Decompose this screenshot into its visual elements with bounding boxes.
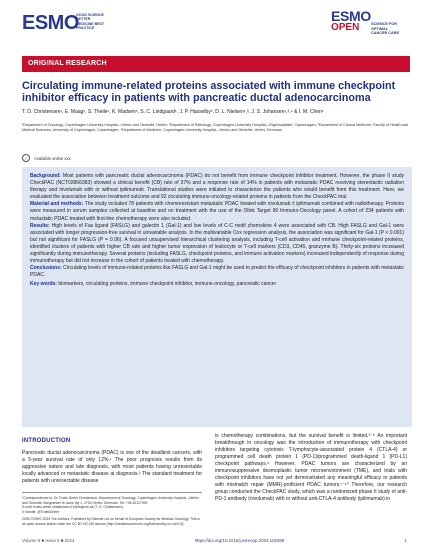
esmo-tagline: GOOD SCIENCE BETTER MEDICINE BEST PRACTICE [76, 13, 105, 31]
abstract-results: Results: High levels of Fas ligand (FASLG) and galectin 1 (Gal-1) and low levels of C-C motif chemokine 4 were associated with CB. High FASLG and Gal-1 were associated with longer progression-free survival in univariable analysis. In the multivariable Cox regression analysis, the association was significant for Gal-1 (P < 0.001) but not significant for FASLG (P = 0.06). A focused unsupervised hierarchical clustering analysis, including T-cell activation and immune checkpoint-related proteins, identified clusters of patients with higher CB rate and higher tumor expression of leukocyte or T-cell markers (CD3, CD45, granzyme B). Thirty-six proteins increased significantly during immunotherapy. Several proteins (including FASLG, checkpoint proteins, and immune activation markers) increased independently of response during immunotherapy but did not increase in the cohort of patients treated with chemotherapy. [30, 222, 404, 265]
footer-page-number: 1 [404, 538, 407, 543]
section-label: ORIGINAL RESEARCH [28, 60, 107, 67]
abstract-background: Background: Most patients with pancreatic ductal adenocarcinoma (PDAC) do not benefit from immune checkpoint inhibitor treatment. However, the phase II study CheckPAC (NCT02866383) showed a clinical benefit (CB) rate of 37% and a response rate of 14% in patients with metastatic PDAC receiving stereotactic radiation therapy and nivolumab with or without ipilimumab. Translational studies were initiated to characterize the patients who would benefit from this treatment. Here, we evaluated the association between treatment outcome and 92 circulating immuno-oncology-related proteins in patients from the CheckPAC trial. [30, 173, 405, 201]
journal-header [0, 0, 423, 52]
abstract-keywords: Key words: biomarkers, circulating proteins, immune checkpoint inhibitor, immune-oncology, pancreatic cancer [30, 281, 277, 288]
esmo-open-logo-bottom: OPEN [330, 22, 360, 33]
intro-left-column: Pancreatic ductal adenocarcinoma (PDAC) is one of the deadliest cancers, with a 5-year survival rate of only 12%.¹ The poor prognosis results from its aggressive nature and late diagnosis, with most patients having unresectable locally advanced or metastatic disease at diagnosis.² The standard treatment for patients with unresectable disease [22, 450, 202, 484]
esmo-open-logo[interactable] [331, 10, 371, 33]
page-footer [22, 538, 407, 548]
article-title: Circulating immune-related proteins associated with immune checkpoint inhibitor efficacy in patients with pancreatic ductal adenocarcinoma [22, 80, 396, 105]
footer-doi-link[interactable]: https://doi.org/10.1016/j.esmoop.2024.103489 [194, 538, 285, 543]
esmo-logo[interactable]: ESMO [22, 12, 79, 34]
footnote-correspondence: *Correspondence to: Dr Troels Dreier Christensen, Department of Oncology, Copenhagen University Hospital—Herlev and Gentofte, Borgmester Ib Juuls Vej 1, 2730 Herlev, Denmark. Tel: +45 40127900 [22, 496, 199, 505]
abstract-conclusions: Conclusions: Circulating levels of immune-related proteins like FASLG and Gal-1 might be used to predict the efficacy of checkpoint inhibitors in patients with metastatic PDAC. [30, 265, 404, 279]
abstract-methods: Material and methods: The study included 78 patients with chemoresistant metastatic PDAC treated with nivolumab ± ipilimumab combined with radiotherapy. Proteins were measured in serum samples collected at baseline and on treatment with the use of the Olink Target 96 Immuno-Oncology panel. A cohort of 234 patients with metastatic PDAC treated with first-line chemotherapy were also included. [30, 201, 404, 222]
footnote-twitter[interactable]: X handle: @TroelsDreier [22, 509, 60, 514]
availability [22, 153, 71, 163]
correspondence-footnote [22, 492, 202, 527]
author-list: T. D. Christensen¹, E. Maag¹, S. Theile¹, K. Madsen¹, S. C. Lindgaard¹, J. P. Hasselby², D. L. Nielsen¹,³, J. S. Johansen¹,³,⁴ & I. M. Chen¹ [22, 109, 324, 115]
open-access-icon: ✓ [22, 154, 30, 162]
footnote-email[interactable]: E-mail: troels.dreier.christensen.01@regionh.dk (T. D. Christensen). [22, 505, 124, 510]
footer-citation: Volume 9 ■ Issue 6 ■ 2024 [22, 538, 75, 543]
section-label-bar [22, 56, 410, 72]
esmo-open-logo-top: ESMO [330, 8, 371, 24]
availability-label: Available online xxx [34, 155, 71, 161]
footnote-license: 2059-7029/© 2024 The Authors. Published by Elsevier Ltd on behalf of European Society for Medical Oncology. This is an open access article under the CC BY-NC-ND license (http://creativecommons.org/licenses/by-nc-nd/4.0/). [22, 517, 200, 526]
affiliations: ¹Department of Oncology, Copenhagen University Hospital—Herlev and Gentofte, Herlev; ²Department of Pathology, Copenhagen University Hospital—Rigshospitalet, Copenhagen; ³Department of Clinical Medicine, Faculty of Health and Medical Sciences, University of Copenhagen, Copenhagen; ⁴Department of Medicine, Copenhagen University Hospital—Herlev and Gentofte, Herlev, Denmark [22, 123, 408, 132]
intro-heading: INTRODUCTION [22, 438, 71, 444]
esmo-open-tagline: SCIENCE FOR OPTIMAL CANCER CARE [371, 22, 400, 36]
intro-right-column: is chemotherapy combinations, but the survival benefit is limited.³⁻⁵ An important breakthrough in oncology was the introduction of immunotherapy with checkpoint inhibitors targeting cytotoxic T-lymphocyte-associated protein 4 (CTLA-4) or programmed cell death protein 1 (PD-1)/programmed death-ligand 1 (PD-L1) checkpoint pathways.⁶ However, PDAC tumors are characterized by an immunosuppressive desmoplastic tumor microenvironment (TME), and trials with checkpoint inhibitors have not yet demonstrated any meaningful efficacy in patients with mismatch repair (MMR)-proficient PDAC tumors.⁷⁻¹⁰ Therefore, our research group conducted the CheckPAC study, which was a randomized phase II study of anti-PD-1 antibody (nivolumab) with or without anti-CTLA-4 antibody (ipilimumab) in [215, 433, 407, 502]
abstract-box [22, 167, 412, 427]
